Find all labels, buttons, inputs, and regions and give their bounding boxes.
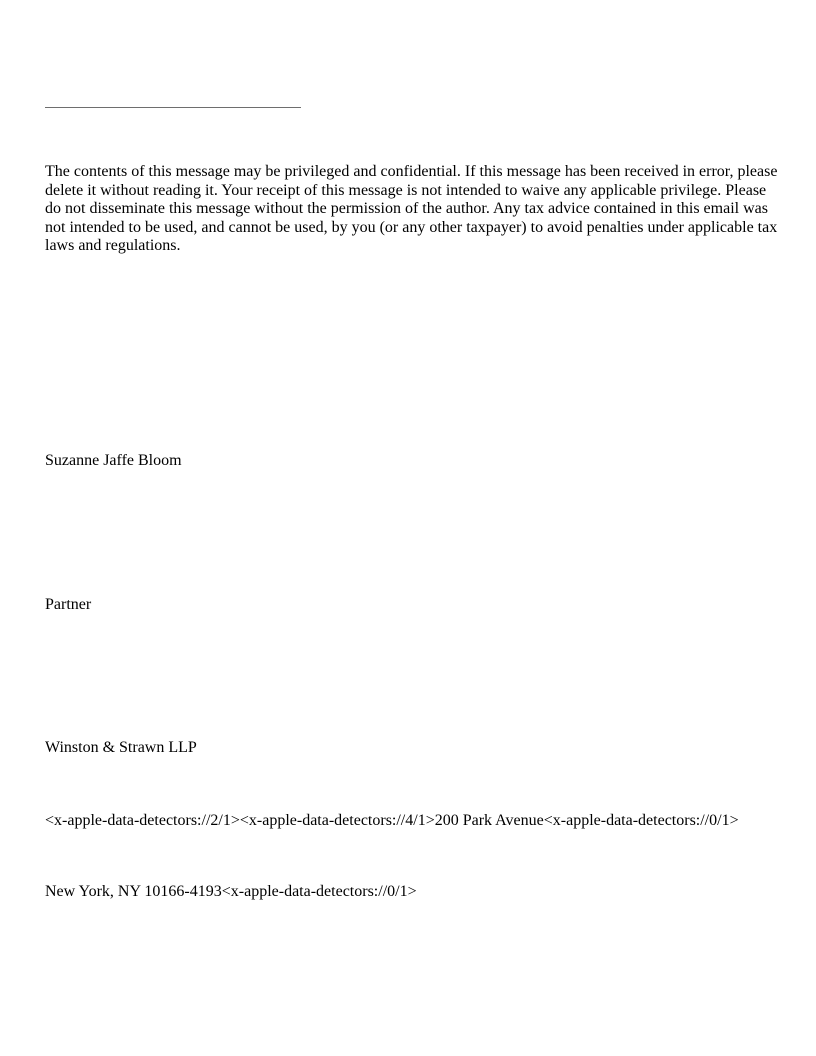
separator-line — [45, 107, 301, 108]
signature-title: Partner — [45, 596, 92, 613]
signature-firm: Winston & Strawn LLP — [45, 739, 197, 756]
confidentiality-disclaimer: The contents of this message may be privileged and confidential. If this message has been received in error, please delete it without reading it. Your receipt of this message is not intended to waive any applicable privilege. Please do not disseminate this message without the permission of the author. Any tax advice contained in this email was not intended to be used, and cannot be used, by you (or any other taxpayer) to avoid penalties under applicable tax laws and regulations. — [45, 163, 778, 254]
signature-address-line-2: New York, NY 10166-4193<x-apple-data-detectors://0/1> — [45, 883, 417, 900]
signature-name: Suzanne Jaffe Bloom — [45, 452, 182, 469]
signature-address-line-1: <x-apple-data-detectors://2/1><x-apple-data-detectors://4/1>200 Park Avenue<x-apple-data-detectors://0/1> — [45, 812, 739, 829]
